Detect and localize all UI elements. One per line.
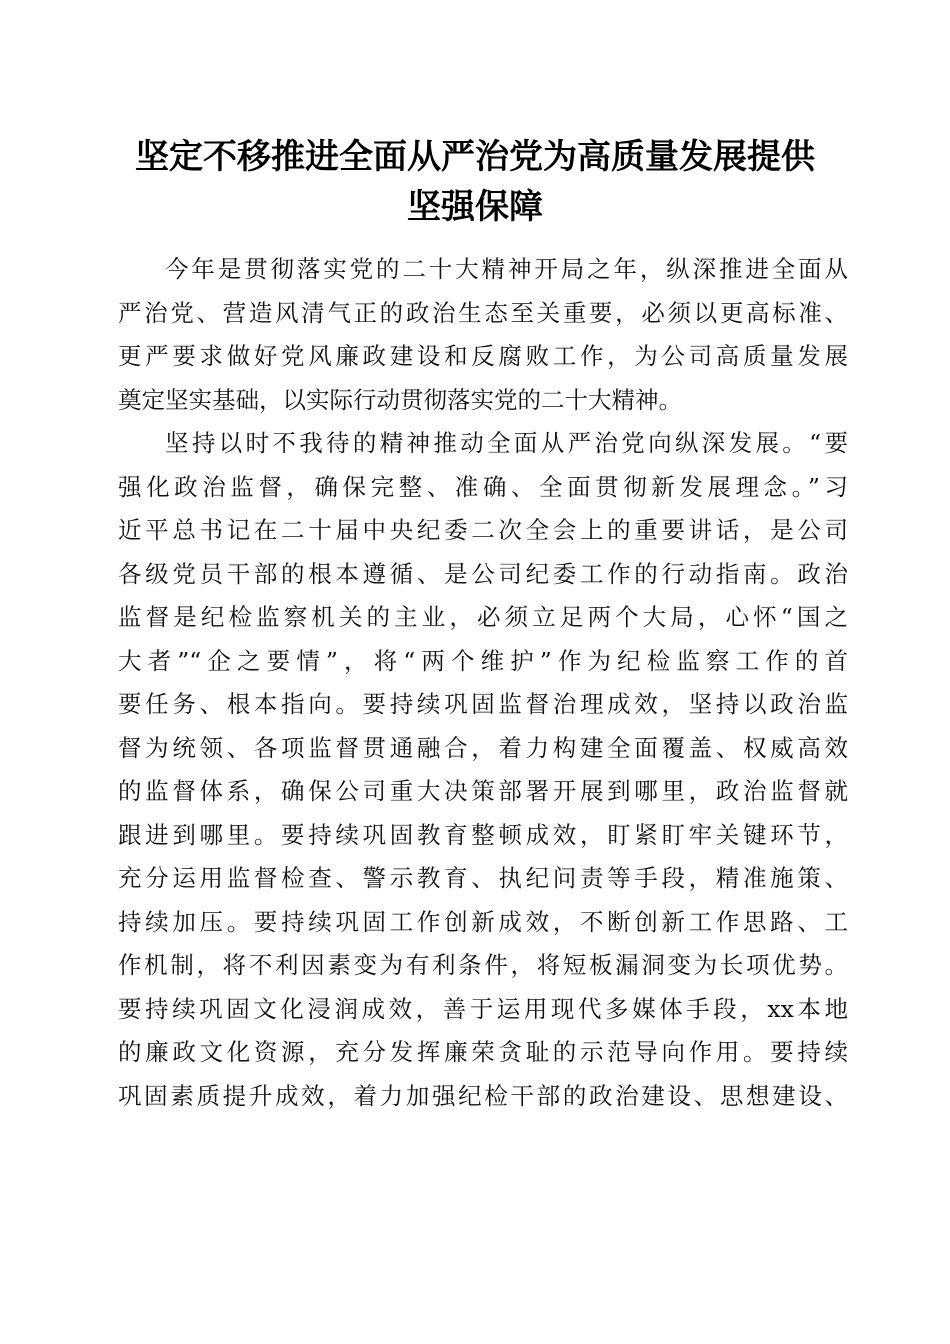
text-line: 强化政治监督，确保完整、准确、全面贯彻新发展理念。”习 — [118, 472, 848, 501]
text-line: 跟进到哪里。要持续巩固教育整顿成效，盯紧盯牢关键环节， — [118, 820, 848, 849]
text-line: 的廉政文化资源，充分发挥廉荣贪耻的示范导向作用。要持续 — [118, 1038, 848, 1066]
text-line: 奠定坚实基础，以实际行动贯彻落实党的二十大精神。 — [118, 385, 682, 414]
paragraph-2 — [118, 422, 848, 1118]
text-line: 坚持以时不我待的精神推动全面从严治党向纵深发展。“要 — [165, 429, 848, 457]
text-line: 监督是纪检监察机关的主业，必须立足两个大局，心怀“国之 — [118, 603, 848, 631]
text-line: 大者”“企之要情”，将“两个维护”作为纪检监察工作的首 — [118, 646, 848, 675]
text-line: 更严要求做好党风廉政建设和反腐败工作，为公司高质量发展 — [118, 342, 848, 370]
text-line: 要持续巩固文化浸润成效，善于运用现代多媒体手段，xx本地 — [118, 994, 848, 1023]
title-line: 坚定不移推进全面从严治党为高质量发展提供 — [135, 137, 815, 177]
text-line: 督为统领、各项监督贯通融合，着力构建全面覆盖、权威高效 — [118, 733, 848, 762]
text-line: 要任务、根本指向。要持续巩固监督治理成效，坚持以政治监 — [118, 690, 848, 718]
text-line: 的监督体系，确保公司重大决策部署开展到哪里，政治监督就 — [118, 777, 848, 805]
paragraph-1 — [118, 248, 848, 422]
document-title — [100, 132, 850, 232]
document-body — [118, 248, 848, 1118]
title-line: 坚强保障 — [407, 187, 543, 227]
text-line: 作机制，将不利因素变为有利条件，将短板漏洞变为长项优势。 — [118, 951, 848, 979]
text-line: 今年是贯彻落实党的二十大精神开局之年，纵深推进全面从 — [165, 255, 848, 283]
text-line: 近平总书记在二十届中央纪委二次全会上的重要讲话，是公司 — [118, 516, 848, 544]
text-line: 严治党、营造风清气正的政治生态至关重要，必须以更高标准、 — [118, 298, 848, 327]
text-line: 充分运用监督检查、警示教育、执纪问责等手段，精准施策、 — [118, 864, 848, 892]
text-line: 持续加压。要持续巩固工作创新成效，不断创新工作思路、工 — [118, 907, 848, 936]
text-line: 巩固素质提升成效，着力加强纪检干部的政治建设、思想建设、 — [118, 1081, 848, 1110]
text-line: 各级党员干部的根本遵循、是公司纪委工作的行动指南。政治 — [118, 559, 848, 588]
